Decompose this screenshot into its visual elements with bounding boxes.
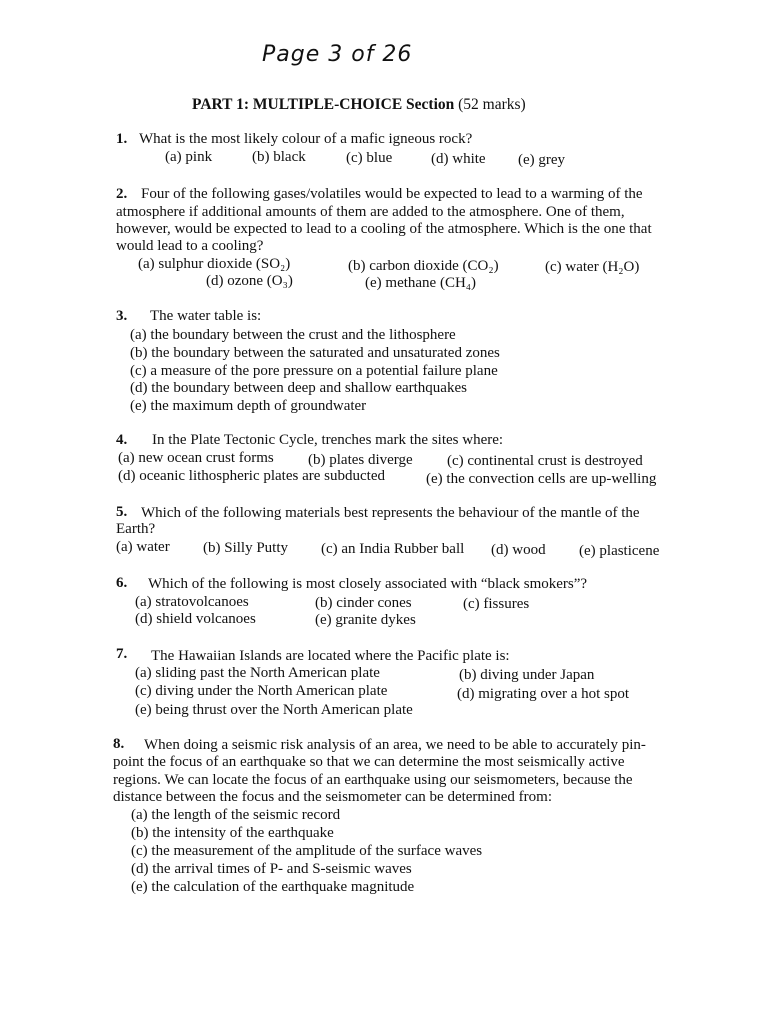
option-a[interactable]: (a) stratovolcanoes (135, 594, 249, 610)
question-text-line-2: atmosphere if additional amounts of them are added to the atmosphere. One of them, (116, 204, 625, 220)
option-b[interactable]: (b) the intensity of the earthquake (131, 825, 334, 841)
option-e[interactable]: (e) the convection cells are up-welling (426, 471, 657, 487)
question-text: The Hawaiian Islands are located where the Pacific plate is: (151, 648, 510, 664)
option-b[interactable]: (b) diving under Japan (459, 667, 595, 683)
option-c[interactable]: (c) a measure of the pore pressure on a potential failure plane (130, 363, 498, 379)
option-d[interactable]: (d) oceanic lithospheric plates are subducted (118, 468, 385, 484)
option-a[interactable]: (a) the boundary between the crust and the lithosphere (130, 327, 456, 343)
option-a[interactable]: (a) sulphur dioxide (SO₂) (138, 256, 291, 272)
question-number: 5. (116, 504, 128, 520)
option-c[interactable]: (c) an India Rubber ball (321, 541, 465, 557)
question-text-line-2: Earth? (116, 521, 156, 537)
question-text-line-1: Which of the following materials best represents the behaviour of the mantle of the (141, 505, 640, 521)
question-number: 1. (116, 131, 128, 147)
question-text-line-3: however, would be expected to lead to a cooling of the atmosphere. Which is the one that (116, 221, 652, 237)
question-number: 2. (116, 186, 128, 202)
question-number: 6. (116, 575, 128, 591)
option-d[interactable]: (d) migrating over a hot spot (457, 686, 630, 702)
option-a[interactable]: (a) sliding past the North American plate (135, 665, 380, 681)
question-text: In the Plate Tectonic Cycle, trenches mark the sites where: (152, 432, 504, 448)
question-text: The water table is: (150, 308, 262, 324)
question-text-line-4: distance between the focus and the seismometer can be determined from: (113, 789, 552, 805)
option-c[interactable]: (c) continental crust is destroyed (447, 453, 643, 469)
option-a[interactable]: (a) the length of the seismic record (131, 807, 341, 823)
question-number: 8. (113, 736, 125, 752)
section-title: PART 1: MULTIPLE-CHOICE Section (192, 96, 455, 113)
option-d[interactable]: (d) ozone (O₃) (206, 273, 293, 289)
option-d[interactable]: (d) shield volcanoes (135, 611, 256, 627)
option-d[interactable]: (d) white (431, 151, 486, 167)
option-a[interactable]: (a) pink (165, 149, 213, 165)
option-a[interactable]: (a) new ocean crust forms (118, 450, 274, 466)
option-e[interactable]: (e) plasticene (579, 543, 660, 559)
option-b[interactable]: (b) Silly Putty (203, 540, 289, 556)
option-e[interactable]: (e) grey (518, 152, 566, 168)
option-d[interactable]: (d) the boundary between deep and shallow earthquakes (130, 380, 467, 396)
question-text-line-4: would lead to a cooling? (116, 238, 264, 254)
question-number: 7. (116, 646, 128, 662)
question-text: Which of the following is most closely associated with “black smokers”? (148, 576, 588, 592)
option-e[interactable]: (e) being thrust over the North American plate (135, 702, 413, 718)
option-e[interactable]: (e) granite dykes (315, 612, 416, 628)
option-d[interactable]: (d) wood (491, 542, 546, 558)
option-b[interactable]: (b) plates diverge (308, 452, 413, 468)
option-e[interactable]: (e) the calculation of the earthquake magnitude (131, 879, 415, 895)
option-b[interactable]: (b) cinder cones (315, 595, 412, 611)
section-marks: (52 marks) (458, 96, 526, 113)
option-e[interactable]: (e) methane (CH₄) (365, 275, 477, 291)
question-text-line-3: regions. We can locate the focus of an earthquake using our seismometers, because the (113, 772, 633, 788)
option-e[interactable]: (e) the maximum depth of groundwater (130, 398, 367, 414)
option-d[interactable]: (d) the arrival times of P- and S-seismic waves (131, 861, 412, 877)
option-c[interactable]: (c) blue (346, 150, 393, 166)
question-number: 3. (116, 308, 128, 324)
option-b[interactable]: (b) the boundary between the saturated and unsaturated zones (130, 345, 500, 361)
question-text-line-1: Four of the following gases/volatiles would be expected to lead to a warming of the (141, 186, 643, 202)
question-text-line-1: When doing a seismic risk analysis of an area, we need to be able to accurately pin- (144, 737, 646, 753)
question-text: What is the most likely colour of a mafic igneous rock? (139, 131, 473, 147)
option-c[interactable]: (c) diving under the North American plate (135, 683, 388, 699)
option-c[interactable]: (c) water (H₂O) (545, 259, 640, 275)
question-number: 4. (116, 432, 128, 448)
option-c[interactable]: (c) the measurement of the amplitude of the surface waves (131, 843, 483, 859)
section-heading (192, 96, 526, 114)
question-text-line-2: point the focus of an earthquake so that we can determine the most seismically active (113, 754, 625, 770)
option-b[interactable]: (b) black (252, 149, 306, 165)
option-b[interactable]: (b) carbon dioxide (CO₂) (348, 258, 499, 274)
page-number-label: Page 3 of 26 (262, 42, 413, 67)
option-a[interactable]: (a) water (116, 539, 170, 555)
option-c[interactable]: (c) fissures (463, 596, 530, 612)
